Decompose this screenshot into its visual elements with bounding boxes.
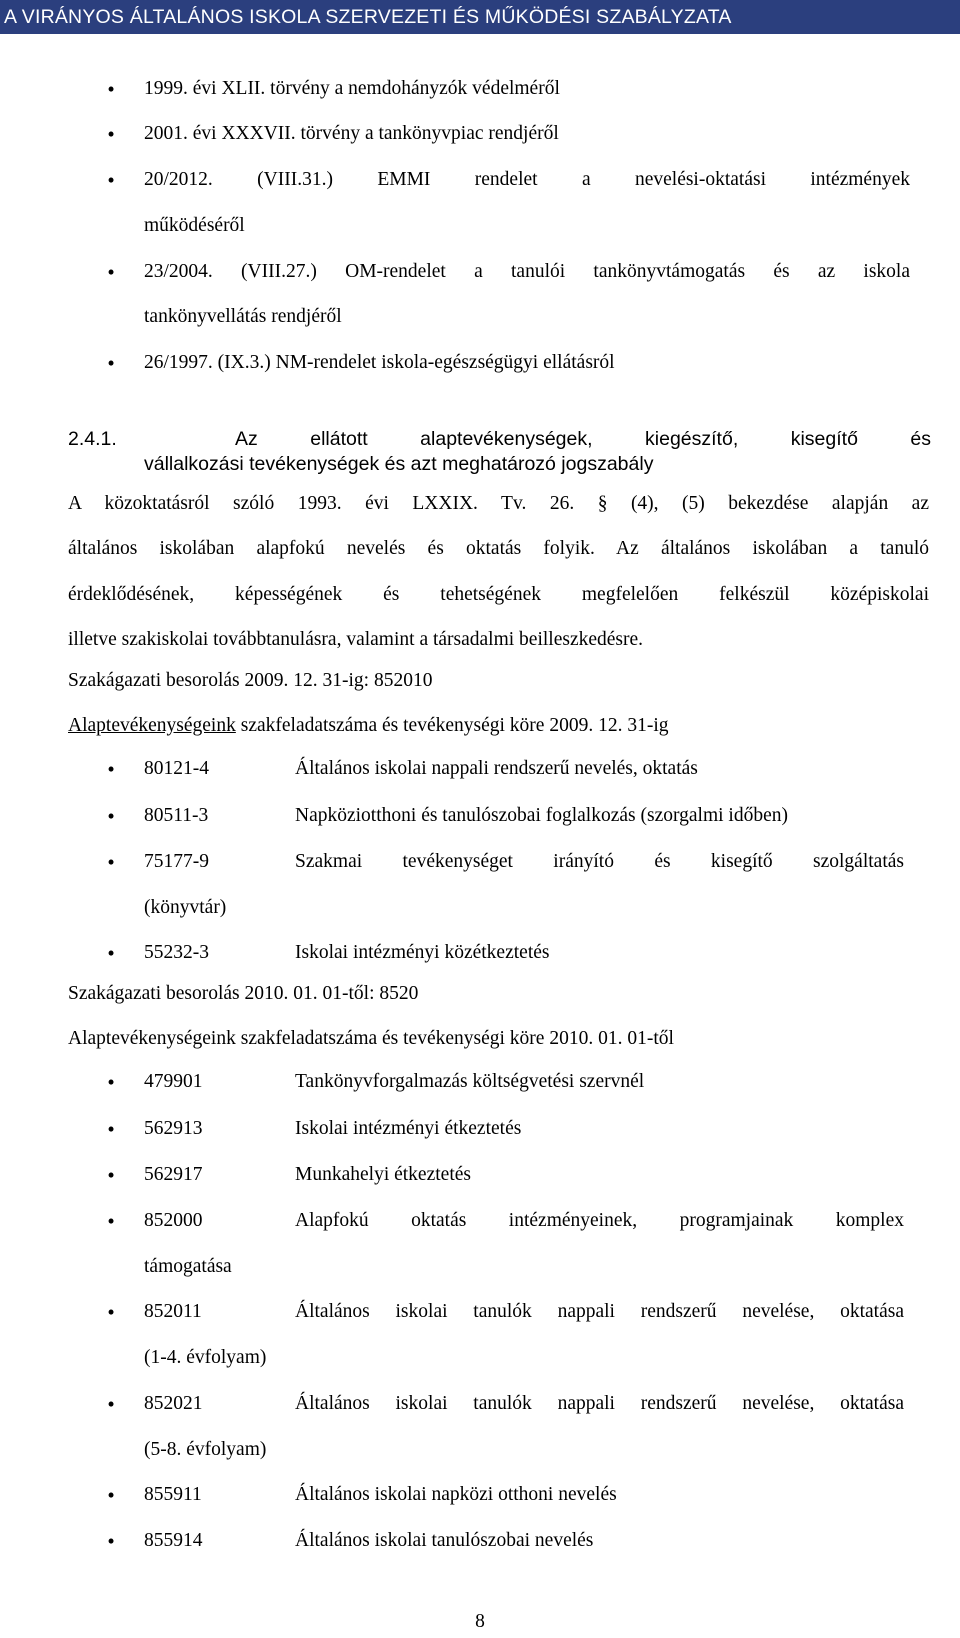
- activity-description-continuation: (1-4. évfolyam): [144, 1347, 267, 1368]
- law-item: 20/2012. (VIII.31.) EMMI rendelet a nevelési-oktatási intézmények: [144, 169, 910, 190]
- underlined-heading: Alaptevékenységeink: [68, 715, 236, 736]
- activity-description: Alapfokú oktatás intézményeinek, programjainak komplex: [295, 1210, 904, 1231]
- bullet-icon: •: [107, 1300, 115, 1324]
- page-number: 8: [475, 1611, 485, 1632]
- law-item-continuation: tankönyvellátás rendjéről: [144, 306, 342, 327]
- section-title-continuation: vállalkozási tevékenységek és azt meghatározó jogszabály: [144, 453, 654, 475]
- law-item-continuation: működéséről: [144, 215, 245, 236]
- activity-code: 855914: [144, 1530, 203, 1551]
- bullet-icon: •: [107, 941, 115, 965]
- bullet-icon: •: [107, 168, 115, 192]
- activity-description: Általános iskolai tanulószobai nevelés: [295, 1530, 594, 1551]
- activity-code: 80121-4: [144, 758, 209, 779]
- activity-code: 855911: [144, 1484, 202, 1505]
- activity-description-continuation: (könyvtár): [144, 897, 227, 918]
- law-item: 2001. évi XXXVII. törvény a tankönyvpiac rendjéről: [144, 123, 559, 144]
- bullet-icon: •: [107, 757, 115, 781]
- activities-heading-2010: Alaptevékenységeink szakfeladatszáma és tevékenységi köre 2010. 01. 01-től: [68, 1028, 674, 1049]
- classification-2010: Szakágazati besorolás 2010. 01. 01-től: 8520: [68, 983, 419, 1004]
- bullet-icon: •: [107, 1070, 115, 1094]
- bullet-icon: •: [107, 1117, 115, 1141]
- bullet-icon: •: [107, 1529, 115, 1553]
- activity-code: 562917: [144, 1164, 203, 1185]
- activity-description: Általános iskolai napközi otthoni nevelés: [295, 1484, 617, 1505]
- heading-rest: szakfeladatszáma és tevékenységi köre 2009. 12. 31-ig: [235, 715, 669, 736]
- document-title: A VIRÁNYOS ÁLTALÁNOS ISKOLA SZERVEZETI ÉS MŰKÖDÉSI SZABÁLYZATA: [4, 6, 732, 28]
- activity-code: 562913: [144, 1118, 203, 1139]
- bullet-icon: •: [107, 122, 115, 146]
- bullet-icon: •: [107, 804, 115, 828]
- bullet-icon: •: [107, 1163, 115, 1187]
- bullet-icon: •: [107, 351, 115, 375]
- activity-code: 80511-3: [144, 805, 209, 826]
- paragraph-line: illetve szakiskolai továbbtanulásra, valamint a társadalmi beilleszkedésre.: [68, 629, 644, 650]
- activity-code: 852000: [144, 1210, 203, 1231]
- activity-code: 852021: [144, 1393, 203, 1414]
- activity-description: Szakmai tevékenységet irányító és kisegítő szolgáltatás: [295, 851, 904, 872]
- bullet-icon: •: [107, 1392, 115, 1416]
- activity-description: Iskolai intézményi étkeztetés: [295, 1118, 522, 1139]
- activity-description: Munkahelyi étkeztetés: [295, 1164, 471, 1185]
- bullet-icon: •: [107, 1483, 115, 1507]
- bullet-icon: •: [107, 77, 115, 101]
- bullet-icon: •: [107, 850, 115, 874]
- activity-description: Iskolai intézményi közétkeztetés: [295, 942, 550, 963]
- paragraph-line: érdeklődésének, képességének és tehetségének megfelelően felkészül középiskolai: [68, 584, 929, 605]
- activity-description-continuation: (5-8. évfolyam): [144, 1439, 267, 1460]
- activity-code: 852011: [144, 1301, 202, 1322]
- section-number: 2.4.1.: [68, 428, 117, 450]
- classification-2009: Szakágazati besorolás 2009. 12. 31-ig: 852010: [68, 670, 433, 691]
- law-item: 26/1997. (IX.3.) NM-rendelet iskola-egészségügyi ellátásról: [144, 352, 615, 373]
- section-title: Az ellátott alaptevékenységek, kiegészítő, kisegítő és: [235, 428, 931, 450]
- activity-description: Tankönyvforgalmazás költségvetési szervnél: [295, 1071, 645, 1092]
- activity-description: Napköziotthoni és tanulószobai foglalkozás (szorgalmi időben): [295, 805, 788, 826]
- activities-heading-2009: [68, 714, 669, 738]
- bullet-icon: •: [107, 1209, 115, 1233]
- activity-description: Általános iskolai nappali rendszerű nevelés, oktatás: [295, 758, 698, 779]
- activity-description-continuation: támogatása: [144, 1256, 232, 1277]
- activity-description: Általános iskolai tanulók nappali rendszerű nevelése, oktatása: [295, 1393, 904, 1414]
- activity-code: 479901: [144, 1071, 203, 1092]
- law-item: 23/2004. (VIII.27.) OM-rendelet a tanulói tankönyvtámogatás és az iskola: [144, 261, 910, 282]
- paragraph-line: általános iskolában alapfokú nevelés és oktatás folyik. Az általános iskolában a tanuló: [68, 538, 929, 559]
- activity-code: 55232-3: [144, 942, 209, 963]
- activity-description: Általános iskolai tanulók nappali rendszerű nevelése, oktatása: [295, 1301, 904, 1322]
- paragraph-line: A közoktatásról szóló 1993. évi LXXIX. Tv. 26. § (4), (5) bekezdése alapján az: [68, 493, 929, 514]
- law-item: 1999. évi XLII. törvény a nemdohányzók védelméről: [144, 78, 560, 99]
- bullet-icon: •: [107, 260, 115, 284]
- activity-code: 75177-9: [144, 851, 209, 872]
